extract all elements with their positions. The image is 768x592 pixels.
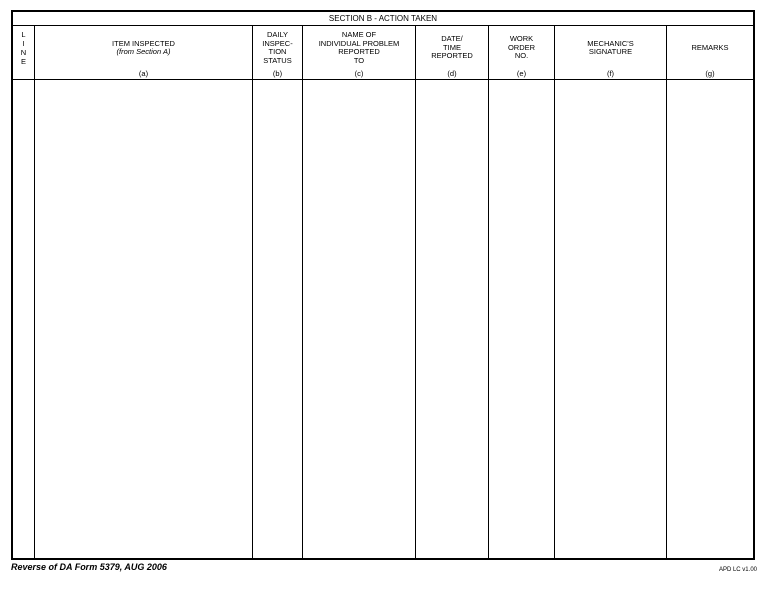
work-order-header — [489, 26, 554, 80]
form-name: Reverse of DA Form 5379, AUG 2006 — [11, 562, 167, 572]
column-letter-g: (g) — [705, 69, 715, 78]
date-time-column — [416, 26, 489, 558]
section-title: SECTION B - ACTION TAKEN — [13, 12, 753, 26]
header-line: MECHANIC'S — [587, 38, 634, 48]
work-order-column — [489, 26, 555, 558]
header-line: REPORTED — [338, 47, 380, 56]
mechanic-signature-column — [555, 26, 667, 558]
date-time-header — [416, 26, 488, 80]
header-line: TION — [268, 47, 287, 56]
header-line: REMARKS — [691, 42, 729, 52]
header-line: SIGNATURE — [588, 47, 633, 56]
daily-status-column — [253, 26, 303, 558]
header-line: INDIVIDUAL PROBLEM — [318, 38, 400, 48]
line-letter: L — [21, 30, 26, 39]
line-letter: E — [20, 57, 26, 66]
column-letter-d: (d) — [447, 69, 457, 78]
header-line: DATE/ — [441, 34, 463, 44]
remarks-column — [667, 26, 753, 558]
remarks-header — [667, 26, 753, 80]
header-line: TIME — [443, 42, 461, 52]
line-letter: N — [20, 48, 27, 57]
action-taken-form — [11, 10, 755, 560]
mechanic-signature-header — [555, 26, 666, 80]
daily-status-header — [253, 26, 302, 80]
header-line: REPORTED — [431, 51, 473, 61]
column-letter-f: (f) — [606, 69, 615, 78]
header-line: STATUS — [263, 55, 292, 65]
item-inspected-subtitle: (from Section A) — [116, 47, 171, 56]
column-letter-a: (a) — [138, 69, 149, 78]
header-line: TO — [353, 55, 365, 65]
form-version: APD LC v1.00 — [718, 567, 757, 573]
header-line: DAILY — [266, 30, 289, 39]
header-line: INSPEC- — [262, 38, 293, 48]
line-column-header — [13, 26, 34, 80]
header-line: NAME OF — [341, 30, 377, 39]
item-inspected-title: ITEM INSPECTED — [112, 38, 175, 48]
header-line: ORDER — [507, 42, 536, 52]
column-letter-c: (c) — [354, 69, 364, 78]
line-column — [13, 26, 35, 558]
line-letter: I — [22, 39, 25, 48]
name-reported-column — [303, 26, 416, 558]
header-line: NO. — [514, 51, 529, 61]
name-reported-header — [303, 26, 415, 80]
column-letter-b: (b) — [272, 69, 283, 78]
column-letter-e: (e) — [516, 69, 527, 78]
item-inspected-column — [35, 26, 253, 558]
item-inspected-header — [35, 26, 252, 80]
header-line: WORK — [509, 34, 534, 44]
